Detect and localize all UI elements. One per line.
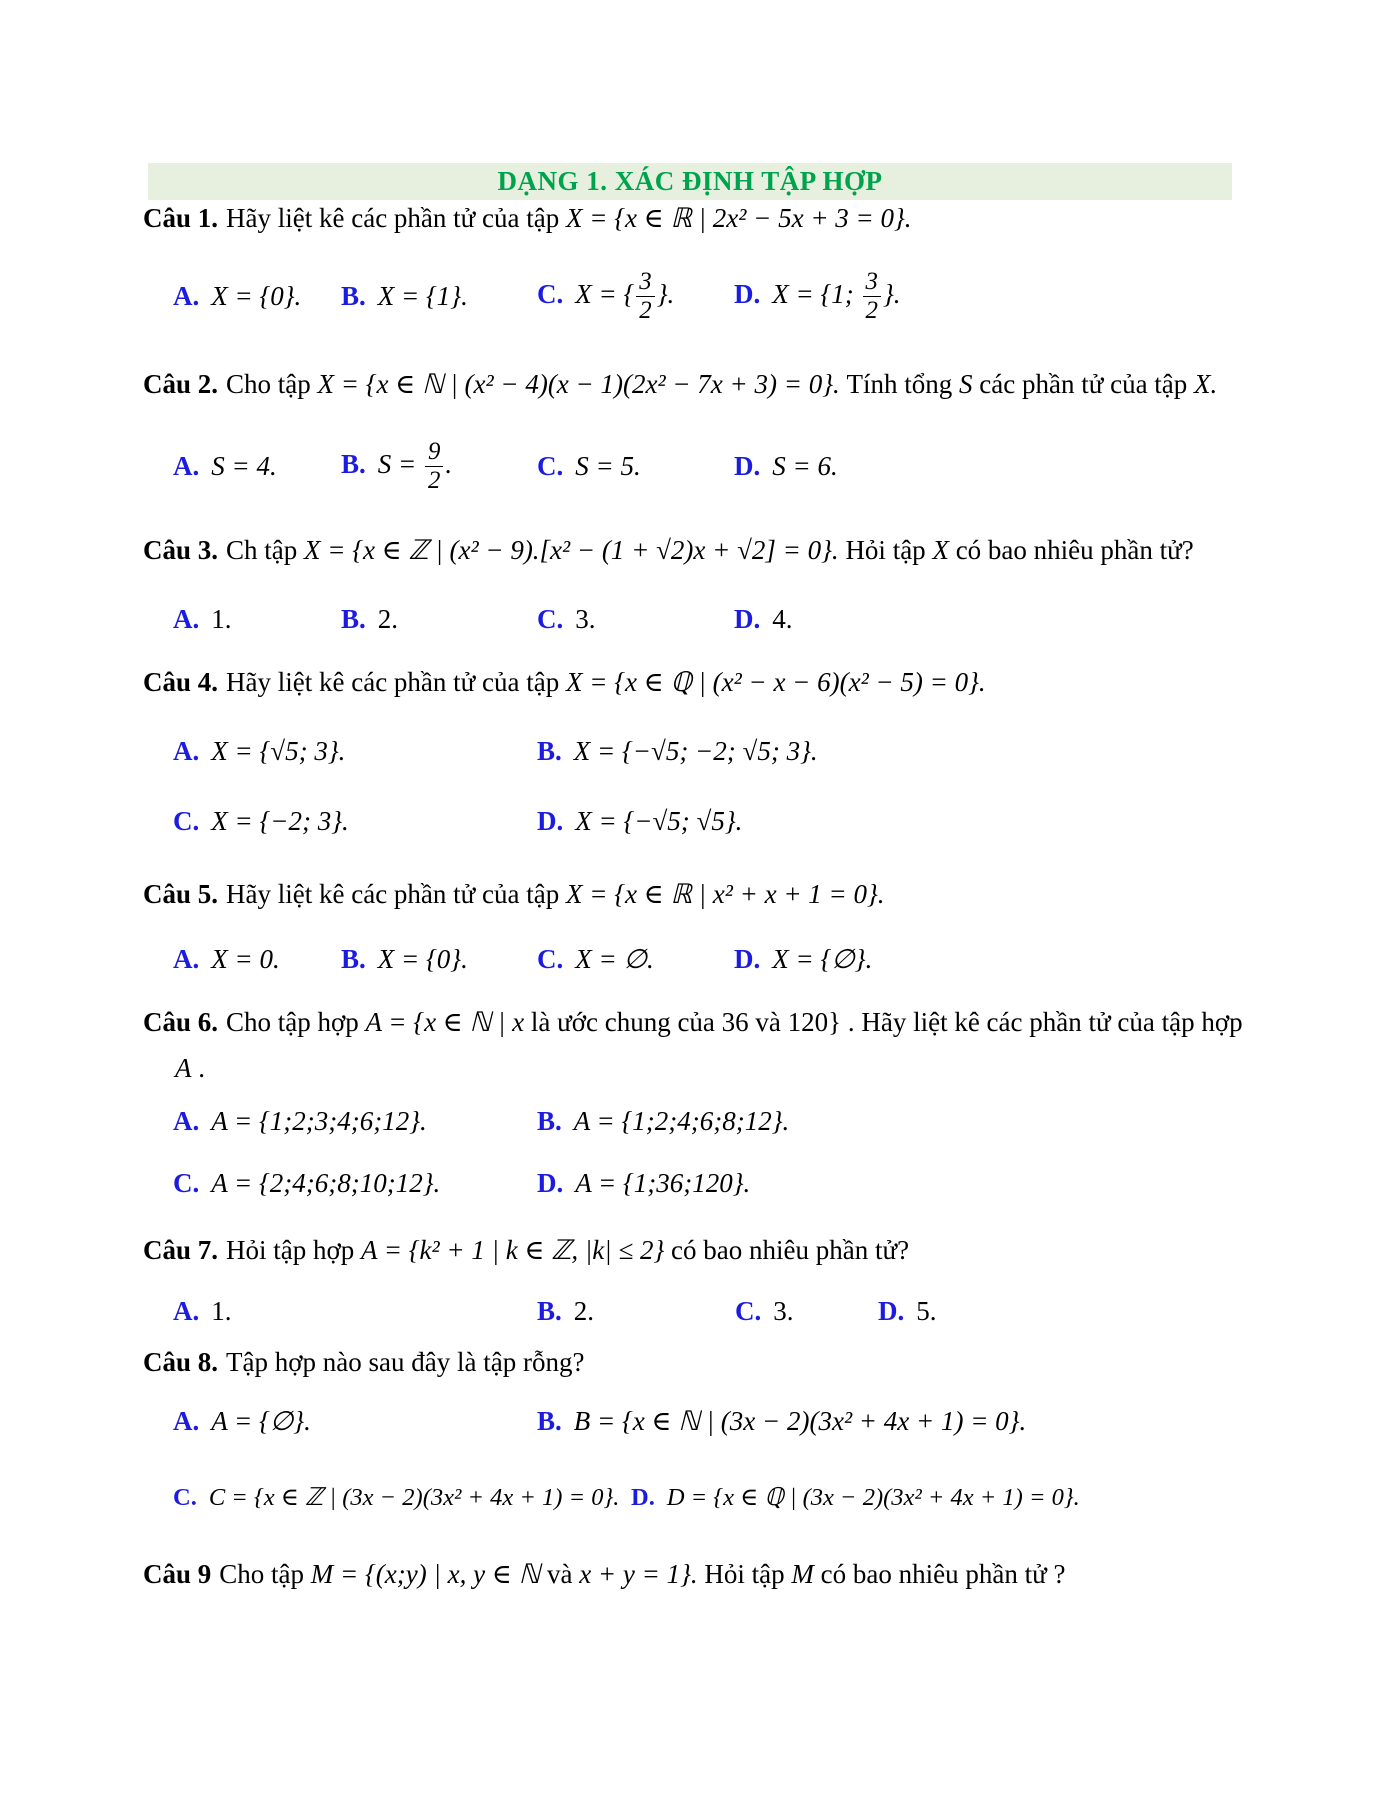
answer-option-4d <box>537 806 1253 837</box>
question-1 <box>143 200 1293 236</box>
answer-option-8d <box>631 1482 1253 1512</box>
answer-text: S = 6. <box>772 450 838 481</box>
fraction: $\frac{3}{2}$ <box>863 268 881 325</box>
answer-letter: B. <box>537 1106 562 1136</box>
answer-letter: C. <box>537 278 564 309</box>
answer-letter: D. <box>878 1296 905 1326</box>
answer-text: X = {0}. <box>377 944 468 974</box>
fraction: $\frac{3}{2}$ <box>636 268 654 325</box>
answer-text: X = 0. <box>211 944 280 974</box>
answer-letter: D. <box>631 1484 655 1511</box>
answer-letter: B. <box>537 736 562 766</box>
answer-letter: A. <box>173 450 200 481</box>
answer-text: 5. <box>916 1296 937 1326</box>
question-1-text: Hãy liệt kê các phần tử của tập <box>226 203 566 233</box>
question-8-answers-row1 <box>173 1406 1253 1437</box>
answer-letter: C. <box>537 450 564 481</box>
answer-option-2c <box>537 451 734 482</box>
answer-option-8c <box>173 1482 631 1512</box>
answer-option-2b <box>341 438 537 495</box>
answer-text: A = {2;4;6;8;10;12}. <box>211 1168 441 1198</box>
answer-letter: A. <box>173 1296 200 1326</box>
answer-text: A = {1;2;3;4;6;12}. <box>211 1106 427 1136</box>
question-5: Câu 5. Hãy liệt kê các phần tử của tập X = {x ∈ ℝ | x² + x + 1 = 0}. <box>143 879 885 909</box>
answer-text: X = {−2; 3}. <box>211 806 349 836</box>
question-8-label: Câu 8. <box>143 1347 219 1377</box>
answer-option-2a <box>173 451 341 482</box>
answer-text: X = { $\frac{3}{2}$ }. <box>575 268 675 324</box>
question-1-label: Câu 1. <box>143 203 219 233</box>
answer-letter: C. <box>173 1168 200 1198</box>
answer-letter: B. <box>537 1296 562 1326</box>
question-7-label: Câu 7. <box>143 1235 219 1265</box>
question-6-answers-row1 <box>173 1106 1253 1137</box>
question-7: Câu 7. Hỏi tập hợp A = {k² + 1 | k ∈ ℤ, |k| ≤ 2} có bao nhiêu phần tử? <box>143 1235 910 1265</box>
answer-letter: D. <box>537 1168 564 1198</box>
answer-text: 3. <box>773 1296 794 1326</box>
question-4: Câu 4. Hãy liệt kê các phần tử của tập X = {x ∈ ℚ | (x² − x − 6)(x² − 5) = 0}. <box>143 667 986 697</box>
question-8: Câu 8. Tập hợp nào sau đây là tập rỗng? <box>143 1347 585 1377</box>
answer-option-1a <box>173 281 341 312</box>
answer-text: 4. <box>772 604 793 634</box>
question-7-answers <box>173 1296 1253 1327</box>
answer-text: B = {x ∈ ℕ | (3x − 2)(3x² + 4x + 1) = 0}. <box>573 1406 1027 1436</box>
answer-letter: D. <box>537 806 564 836</box>
answer-text: 3. <box>575 604 596 634</box>
section-title: DẠNG 1. XÁC ĐỊNH TẬP HỢP <box>497 166 883 196</box>
answer-letter: C. <box>735 1296 762 1326</box>
question-6: Câu 6. Cho tập hợp A = {x ∈ ℕ | x là ước chung của 36 và 120} . Hãy liệt kê các phần tử của tập hợp <box>143 1007 1243 1037</box>
question-3-label: Câu 3. <box>143 535 219 565</box>
answer-text: X = ∅. <box>575 944 654 974</box>
answer-text: 2. <box>377 604 399 634</box>
answer-option-1c <box>537 268 734 325</box>
answer-option-7c <box>735 1296 878 1327</box>
question-1-answers <box>173 268 1253 325</box>
answer-text: A = {1;2;4;6;8;12}. <box>573 1106 790 1136</box>
answer-letter: A. <box>173 1106 200 1136</box>
answer-letter: C. <box>537 944 564 974</box>
section-title-bar <box>148 163 1232 200</box>
answer-option-1d <box>734 268 1253 325</box>
answer-text: 2. <box>573 1296 595 1326</box>
answer-text: X = {∅}. <box>772 944 873 974</box>
answer-option-8a <box>173 1406 537 1437</box>
question-2: Câu 2. Cho tập X = {x ∈ ℕ | (x² − 4)(x − 1)(2x² − 7x + 3) = 0}. Tính tổng S các phần tử của tập X. <box>143 369 1218 399</box>
question-3-answers <box>173 604 1253 635</box>
answer-option-6a <box>173 1106 537 1137</box>
answer-text: S = 4. <box>211 450 277 481</box>
answer-letter: A. <box>173 736 200 766</box>
question-6-line2: A . <box>175 1053 205 1083</box>
question-6-label: Câu 6. <box>143 1007 219 1037</box>
question-2-label: Câu 2. <box>143 369 219 399</box>
question-3: Câu 3. Ch tập X = {x ∈ ℤ | (x² − 9).[x² − (1 + √2)x + √2] = 0}. Hỏi tập X có bao nhiêu phần tử? <box>143 535 1194 565</box>
answer-text: 1. <box>211 1296 232 1326</box>
answer-option-8b <box>537 1406 1253 1437</box>
answer-letter: D. <box>734 450 761 481</box>
answer-option-3d <box>734 604 1253 635</box>
question-9-label: Câu 9 <box>143 1559 212 1589</box>
answer-text: D = {x ∈ ℚ | (3x − 2)(3x² + 4x + 1) = 0}. <box>666 1484 1080 1511</box>
answer-option-1b <box>341 281 537 312</box>
answer-option-3a <box>173 604 341 635</box>
question-1-math: X = {x ∈ ℝ | 2x² − 5x + 3 = 0}. <box>566 203 912 233</box>
answer-letter: B. <box>341 604 366 634</box>
answer-letter: B. <box>341 448 366 479</box>
question-4-answers-row1 <box>173 736 1253 767</box>
answer-letter: B. <box>341 944 366 974</box>
answer-letter: B. <box>537 1406 562 1436</box>
answer-option-4b <box>537 736 1253 767</box>
answer-text: X = {1; $\frac{3}{2}$ }. <box>772 268 901 324</box>
answer-text: C = {x ∈ ℤ | (3x − 2)(3x² + 4x + 1) = 0}. <box>208 1484 620 1511</box>
answer-letter: A. <box>173 944 200 974</box>
question-4-answers-row2 <box>173 806 1253 837</box>
answer-option-6c <box>173 1168 537 1199</box>
answer-text: A = {1;36;120}. <box>575 1168 751 1198</box>
answer-option-5a <box>173 944 341 975</box>
answer-letter: A. <box>173 280 200 311</box>
answer-option-4a <box>173 736 537 767</box>
answer-option-3c <box>537 604 734 635</box>
answer-option-5d <box>734 944 1253 975</box>
answer-letter: A. <box>173 604 200 634</box>
answer-option-5c <box>537 944 734 975</box>
answer-letter: A. <box>173 1406 200 1436</box>
answer-option-7a <box>173 1296 537 1327</box>
answer-option-3b <box>341 604 537 635</box>
question-9: Câu 9 Cho tập M = {(x;y) | x, y ∈ ℕ và x + y = 1}. Hỏi tập M có bao nhiêu phần tử ? <box>143 1559 1066 1589</box>
question-6-answers-row2 <box>173 1168 1253 1199</box>
answer-text: X = {−√5; −2; √5; 3}. <box>573 736 818 766</box>
answer-text: A = {∅}. <box>211 1406 311 1436</box>
answer-option-4c <box>173 806 537 837</box>
answer-letter: D. <box>734 278 761 309</box>
answer-text: 1. <box>211 604 232 634</box>
answer-letter: C. <box>173 1484 197 1511</box>
question-2-answers <box>173 438 1253 495</box>
answer-letter: C. <box>537 604 564 634</box>
question-5-answers <box>173 944 1253 975</box>
answer-text: X = {−√5; √5}. <box>575 806 743 836</box>
answer-letter: B. <box>341 280 366 311</box>
answer-option-7b <box>537 1296 735 1327</box>
question-8-answers-row2 <box>173 1482 1253 1512</box>
answer-text: S = 5. <box>575 450 641 481</box>
answer-text: X = {1}. <box>377 280 468 311</box>
answer-letter: D. <box>734 604 761 634</box>
question-5-label: Câu 5. <box>143 879 219 909</box>
answer-text: X = {√5; 3}. <box>211 736 346 766</box>
answer-option-5b <box>341 944 537 975</box>
answer-option-6d <box>537 1168 1253 1199</box>
answer-text: S = $\frac{9}{2}$ . <box>377 438 453 494</box>
answer-option-2d <box>734 451 1253 482</box>
answer-option-7d <box>878 1296 1253 1327</box>
fraction: $\frac{9}{2}$ <box>425 438 443 495</box>
answer-letter: D. <box>734 944 761 974</box>
answer-option-6b <box>537 1106 1253 1137</box>
question-4-label: Câu 4. <box>143 667 219 697</box>
answer-text: X = {0}. <box>211 280 302 311</box>
answer-letter: C. <box>173 806 200 836</box>
